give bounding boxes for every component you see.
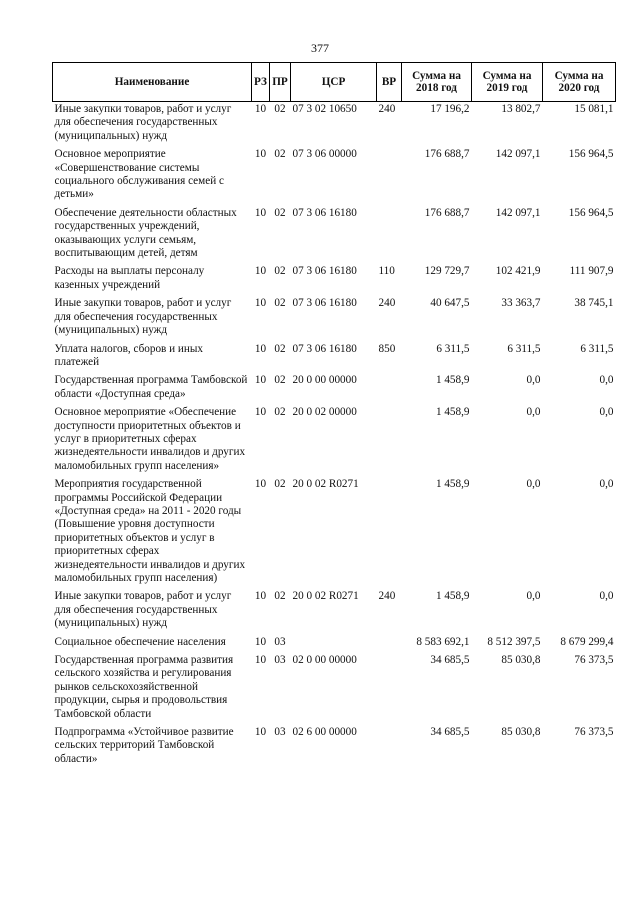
cell-sum-2019: 85 030,8 [501,654,541,667]
cell-vr [377,635,402,653]
cell-name: Основное мероприятие «Обеспечение доступности приоритетных объектов и услуг в приоритетных сферах жизнедеятельности инвалидов и других маломобильных групп населения» [54,406,246,472]
cell-csr: 02 0 00 00000 [292,654,357,667]
cell-pr: 02 [274,590,286,603]
cell-rz: 10 [254,148,267,161]
cell-csr: 20 0 02 R0271 [292,590,359,603]
cell-rz: 10 [254,654,267,667]
cell-sum-2019: 85 030,8 [501,726,541,739]
cell-rz: 10 [254,206,267,219]
table-body [53,102,616,771]
header-pr: ПР [270,63,291,102]
cell-pr: 03 [274,654,286,667]
header-sum-2020: Сумма на 2020 год [543,63,616,102]
cell-sum-2020: 0,0 [599,478,614,491]
cell-vr: 240 [378,297,396,310]
cell-rz: 10 [254,265,267,278]
cell-sum-2020: 6 311,5 [580,342,614,355]
cell-sum-2020: 8 679 299,4 [560,635,614,648]
cell-rz: 10 [254,342,267,355]
header-name: Наименование [53,63,252,102]
cell-sum-2019: 8 512 397,5 [487,635,541,648]
cell-sum-2019: 102 421,9 [495,265,541,278]
table-row [53,206,616,265]
cell-name: Государственная программа развития сельского хозяйства и регулирования рынков сельскохозяйственной продукции, сырья и продовольствия Тамбовской области [54,654,234,720]
cell-sum-2020: 111 907,9 [569,265,614,278]
cell-name: Иные закупки товаров, работ и услуг для обеспечения государственных (муниципальных) нужд [54,297,232,337]
table-row [53,405,616,477]
cell-name: Государственная программа Тамбовской области «Доступная среда» [54,374,248,400]
cell-sum-2018: 1 458,9 [435,590,470,603]
cell-csr: 20 0 02 R0271 [292,478,359,491]
cell-sum-2019: 0,0 [526,590,541,603]
table-row [53,653,616,725]
cell-vr [377,147,402,206]
header-sum-2019: Сумма на 2019 год [472,63,543,102]
cell-rz: 10 [254,478,267,491]
cell-pr: 02 [274,478,286,491]
cell-sum-2019: 0,0 [526,374,541,387]
cell-csr: 07 3 06 16180 [292,265,357,278]
cell-rz: 10 [254,726,267,739]
cell-sum-2019: 6 311,5 [507,342,541,355]
table-row [53,635,616,653]
cell-name: Социальное обеспечение населения [54,635,226,648]
table-row [53,264,616,296]
cell-vr [377,725,402,770]
cell-pr: 02 [274,148,286,161]
cell-sum-2018: 176 688,7 [424,148,470,161]
cell-name: Обеспечение деятельности областных государственных учреждений, оказывающих услуги семьям, воспитывающим детей, детям [54,206,237,260]
cell-name: Подпрограмма «Устойчивое развитие сельских территорий Тамбовской области» [54,726,234,765]
cell-rz: 10 [254,103,267,115]
cell-sum-2018: 129 729,7 [424,265,470,278]
cell-pr: 03 [274,635,286,648]
cell-pr: 02 [274,103,286,115]
cell-sum-2018: 1 458,9 [435,406,470,419]
cell-sum-2018: 34 685,5 [430,726,470,739]
cell-sum-2020: 0,0 [599,590,614,603]
cell-sum-2020: 76 373,5 [574,654,614,667]
page-number: 377 [311,41,329,55]
cell-sum-2019: 0,0 [526,406,541,419]
cell-sum-2020: 76 373,5 [574,726,614,739]
cell-sum-2020: 0,0 [599,374,614,387]
cell-csr: 07 3 06 16180 [292,342,357,355]
cell-sum-2019: 0,0 [526,478,541,491]
cell-vr [377,477,402,589]
cell-pr: 02 [274,297,286,310]
header-rz: РЗ [252,63,270,102]
cell-vr: 240 [378,103,396,115]
header-csr: ЦСР [291,63,377,102]
table-header-row [53,63,616,102]
cell-sum-2019: 142 097,1 [495,148,541,161]
cell-csr: 07 3 02 10650 [292,103,357,115]
cell-sum-2019: 33 363,7 [501,297,541,310]
cell-rz: 10 [254,590,267,603]
cell-name: Основное мероприятие «Совершенствование системы социального обслуживания семей с детьми» [54,148,224,201]
cell-csr: 07 3 06 00000 [292,148,357,161]
cell-csr: 07 3 06 16180 [292,297,357,310]
cell-csr: 07 3 06 16180 [292,206,357,219]
cell-sum-2019: 13 802,7 [501,103,541,115]
cell-csr: 20 0 00 00000 [292,374,357,387]
table-row [53,102,616,148]
table-row [53,725,616,770]
cell-rz: 10 [254,297,267,310]
cell-sum-2018: 1 458,9 [435,374,470,387]
cell-name: Иные закупки товаров, работ и услуг для обеспечения государственных (муниципальных) нужд [54,590,232,630]
cell-csr: 20 0 02 00000 [292,406,357,419]
header-sum-2018: Сумма на 2018 год [402,63,472,102]
cell-name: Уплата налогов, сборов и иных платежей [54,342,204,368]
cell-pr: 02 [274,265,286,278]
cell-sum-2020: 156 964,5 [568,148,614,161]
cell-sum-2018: 8 583 692,1 [416,635,470,648]
cell-vr [377,373,402,405]
cell-sum-2018: 176 688,7 [424,206,470,219]
table-row [53,373,616,405]
cell-sum-2018: 17 196,2 [430,103,470,115]
cell-pr: 02 [274,374,286,387]
cell-sum-2020: 156 964,5 [568,206,614,219]
cell-name: Расходы на выплаты персоналу казенных учреждений [54,265,205,291]
table-row [53,589,616,634]
cell-pr: 03 [274,726,286,739]
cell-rz: 10 [254,406,267,419]
budget-table [52,62,616,770]
table-row [53,477,616,589]
cell-vr [377,405,402,477]
cell-vr: 850 [378,342,396,355]
cell-sum-2018: 1 458,9 [435,478,470,491]
cell-vr: 110 [378,265,395,278]
header-vr: ВР [377,63,402,102]
cell-csr: 02 6 00 00000 [292,726,357,739]
cell-sum-2020: 15 081,1 [574,103,614,115]
cell-name: Мероприятия государственной программы Российской Федерации «Доступная среда» на 2011 - 2020 годы (Повышение уровня доступности приоритетных объектов и услуг в приоритетных сферах жизнедеятельности инвалидов и других маломобильных групп населения) [54,478,246,584]
table-row [53,296,616,341]
cell-sum-2018: 34 685,5 [430,654,470,667]
cell-sum-2019: 142 097,1 [495,206,541,219]
cell-csr [291,635,377,653]
cell-pr: 02 [274,342,286,355]
cell-rz: 10 [254,635,267,648]
cell-sum-2018: 40 647,5 [430,297,470,310]
cell-vr [377,653,402,725]
cell-sum-2020: 0,0 [599,406,614,419]
cell-pr: 02 [274,406,286,419]
cell-vr: 240 [378,590,396,603]
cell-sum-2018: 6 311,5 [436,342,470,355]
table-row [53,147,616,206]
cell-sum-2020: 38 745,1 [574,297,614,310]
cell-rz: 10 [254,374,267,387]
table-row [53,342,616,374]
cell-pr: 02 [274,206,286,219]
cell-name: Иные закупки товаров, работ и услуг для обеспечения государственных (муниципальных) нужд [54,103,232,142]
cell-vr [377,206,402,265]
